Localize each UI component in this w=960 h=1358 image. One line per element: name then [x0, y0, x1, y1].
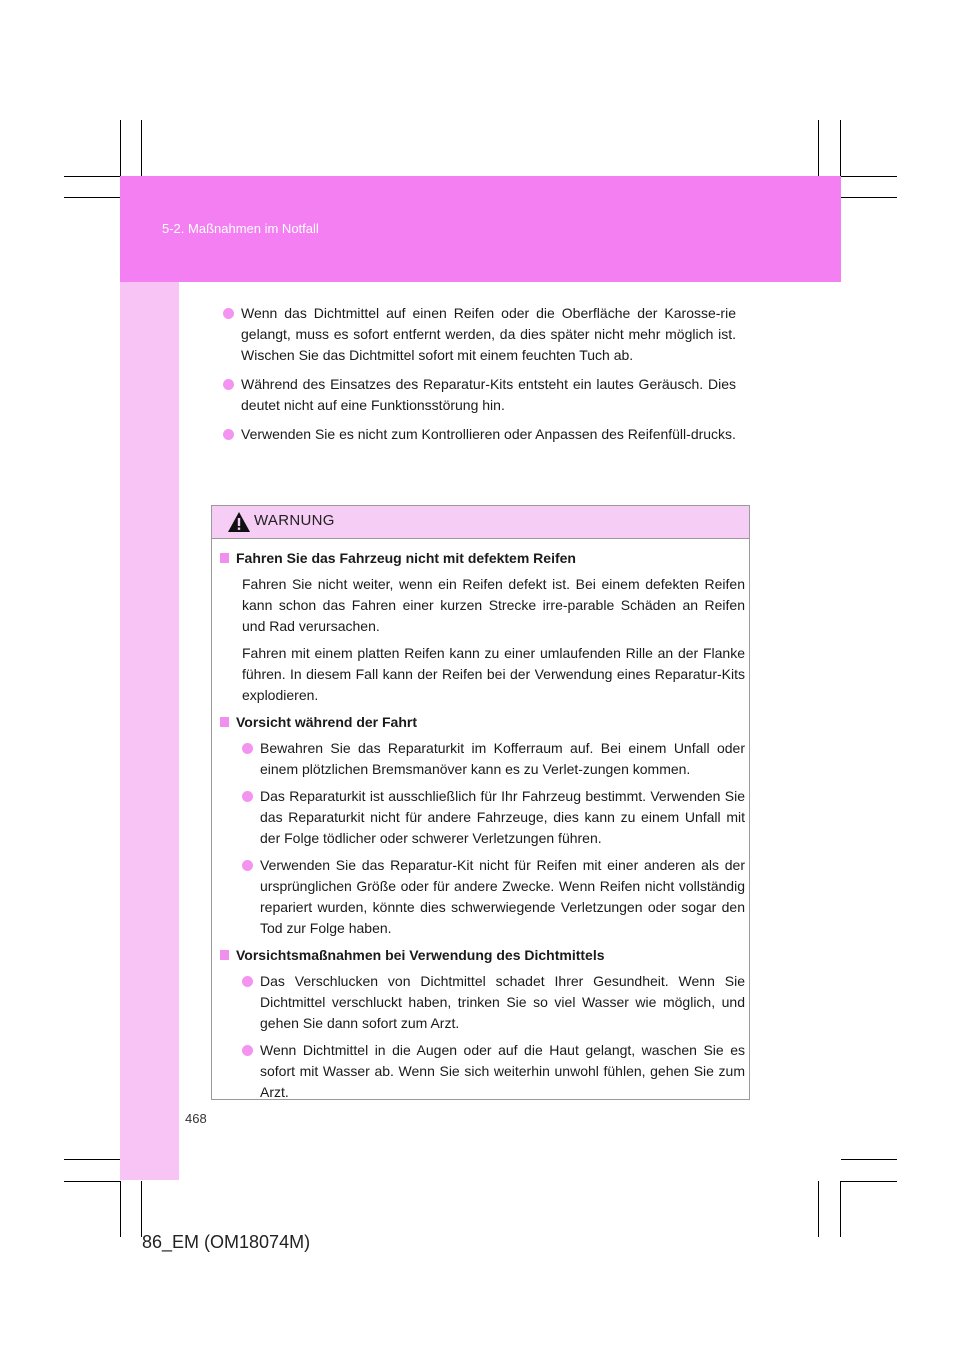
note-item [223, 374, 736, 416]
list-item-text: Das Verschlucken von Dichtmittel schadet Ihrer Gesundheit. Wenn Sie Dichtmittel verschluckt haben, trinken Sie so viel Wasser wie möglich, und gehen Sie dann sofort zum Arzt. [260, 973, 745, 1031]
list-item-text: Wenn Dichtmittel in die Augen oder auf die Haut gelangt, waschen Sie es sofort mit Wasser ab. Wenn Sie sich weiterhin unwohl fühlen, gehen Sie zum Arzt. [260, 1042, 745, 1100]
crop-mark [120, 1181, 121, 1237]
square-bullet-icon [220, 553, 229, 563]
list-item-text: Bewahren Sie das Reparaturkit im Kofferraum auf. Bei einem Unfall oder einem plötzlichen Bremsmanöver kann es zu Verlet-zungen kommen. [260, 740, 745, 777]
crop-mark [818, 120, 819, 176]
warning-box [211, 505, 750, 1100]
note-bullets [223, 303, 736, 453]
section-heading [218, 712, 745, 733]
crop-mark [840, 1181, 841, 1237]
list-item-text: Verwenden Sie das Reparatur-Kit nicht für Reifen mit einer anderen als der ursprünglichen Größe oder für andere Zwecke. Wenn Reifen nicht vollständig repariert wurden, könnte dies schwerwiegende Verletzungen oder sogar den Tod zur Folge haben. [260, 857, 745, 936]
note-text: Während des Einsatzes des Reparatur-Kits entsteht ein lautes Geräusch. Dies deutet nicht auf eine Funktionsstörung hin. [241, 376, 736, 413]
crop-mark [818, 1181, 819, 1237]
crop-mark [841, 1159, 897, 1160]
bullet-dot-icon [242, 791, 253, 802]
square-bullet-icon [220, 717, 229, 727]
bullet-dot-icon [223, 429, 234, 440]
bullet-dot-icon [242, 1045, 253, 1056]
crop-mark [141, 120, 142, 176]
note-item [223, 303, 736, 366]
list-item [218, 786, 745, 849]
document-code: 86_EM (OM18074M) [142, 1232, 311, 1252]
list-item [218, 738, 745, 780]
bullet-dot-icon [242, 976, 253, 987]
note-item [223, 424, 736, 445]
paragraph: Fahren mit einem platten Reifen kann zu einer umlaufenden Rille an der Flanke führen. In diesem Fall kann der Reifen bei der Verwendung eines Reparatur-Kits explodieren. [242, 645, 745, 703]
note-text: Verwenden Sie es nicht zum Kontrollieren oder Anpassen des Reifenfüll-drucks. [241, 426, 736, 442]
paragraph: Fahren Sie nicht weiter, wenn ein Reifen defekt ist. Bei einem defekten Reifen kann schon das Fahren einer kurzen Strecke irre-parable Schäden an Reifen und Rad verursachen. [242, 576, 745, 634]
bullet-dot-icon [242, 743, 253, 754]
list-item [218, 1040, 745, 1103]
warning-section [218, 945, 745, 1103]
section-heading-text: Vorsichtsmaßnahmen bei Verwendung des Dichtmittels [236, 947, 605, 963]
crop-mark [64, 176, 120, 177]
crop-mark [64, 1181, 120, 1182]
crop-mark [64, 1159, 120, 1160]
warning-section [218, 548, 745, 706]
section-heading-text: Fahren Sie das Fahrzeug nicht mit defektem Reifen [236, 550, 576, 566]
crop-mark [120, 120, 121, 176]
bullet-dot-icon [223, 379, 234, 390]
crop-mark [841, 1181, 897, 1182]
bullet-dot-icon [223, 308, 234, 319]
list-item [218, 855, 745, 939]
note-text: Wenn das Dichtmittel auf einen Reifen oder die Oberfläche der Karosse-rie gelangt, muss es sofort entfernt werden, da dies später nicht mehr möglich ist. Wischen Sie das Dichtmittel sofort mit einem feuchten Tuch ab. [241, 305, 736, 363]
crop-mark [64, 197, 120, 198]
list-item [218, 971, 745, 1034]
section-heading [218, 945, 745, 966]
square-bullet-icon [220, 950, 229, 960]
section-heading-text: Vorsicht während der Fahrt [236, 714, 417, 730]
bullet-dot-icon [242, 860, 253, 871]
warning-triangle-icon [227, 511, 251, 533]
page-number: 468 [185, 1111, 207, 1126]
section-title: 5-2. Maßnahmen im Notfall [162, 221, 319, 236]
side-band [120, 282, 179, 1180]
warning-header [212, 506, 749, 539]
list-item-text: Das Reparaturkit ist ausschließlich für Ihr Fahrzeug bestimmt. Verwenden Sie das Reparaturkit nicht für andere Fahrzeuge, dies kann zu einem Unfall mit der Folge tödlicher oder schwerer Verletzungen führen. [260, 788, 745, 846]
warning-section [218, 712, 745, 939]
crop-mark [841, 176, 897, 177]
crop-mark [841, 197, 897, 198]
section-heading [218, 548, 745, 569]
warning-title: WARNUNG [254, 512, 335, 529]
crop-mark [141, 1181, 142, 1237]
crop-mark [840, 120, 841, 176]
warning-body [218, 548, 745, 1109]
